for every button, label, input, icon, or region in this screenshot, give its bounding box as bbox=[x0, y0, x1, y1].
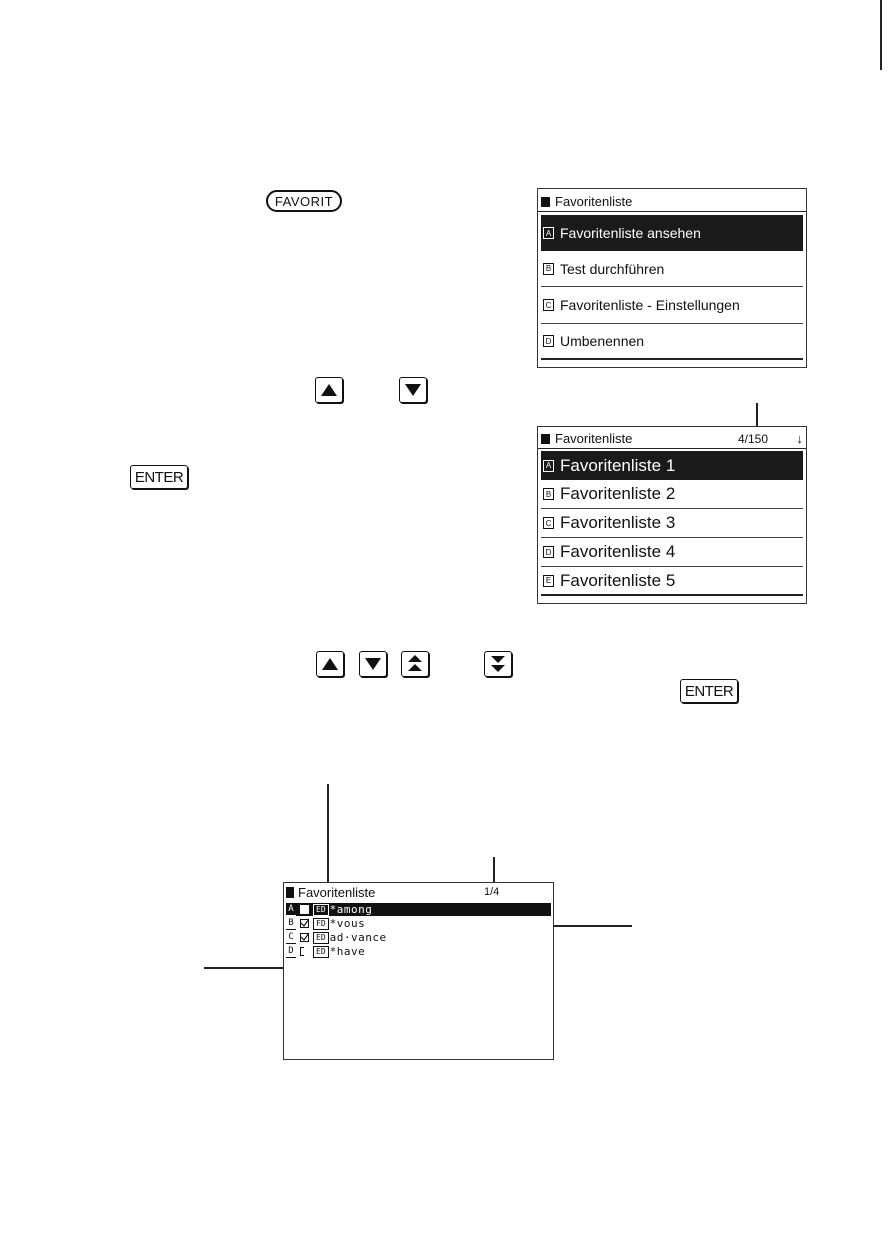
double-up-triangle-icon bbox=[407, 655, 423, 673]
list-item-label: Favoritenliste 2 bbox=[560, 484, 676, 503]
word-row-advance[interactable] bbox=[286, 931, 551, 944]
source-badge: FD bbox=[313, 918, 329, 930]
menu-item-label: Favoritenliste - Einstellungen bbox=[560, 297, 740, 313]
up-triangle-icon bbox=[322, 658, 338, 670]
word-row-among[interactable] bbox=[286, 903, 551, 916]
list-item-label: Favoritenliste 5 bbox=[560, 570, 676, 590]
screen-title-bar bbox=[538, 193, 806, 210]
title-divider bbox=[538, 211, 806, 212]
list-item-4[interactable] bbox=[541, 538, 803, 567]
word-label: *among bbox=[329, 903, 373, 916]
menu-letter-d: D bbox=[543, 335, 554, 347]
source-badge: ED bbox=[313, 946, 329, 958]
word-label: ad·vance bbox=[329, 931, 387, 944]
row-letter: A bbox=[286, 904, 296, 916]
screen-title-bar bbox=[284, 884, 553, 900]
word-label: *vous bbox=[329, 917, 366, 930]
checkmark-icon[interactable] bbox=[300, 933, 309, 942]
checkmark-icon[interactable] bbox=[300, 919, 309, 928]
list-letter-e: E bbox=[543, 575, 554, 587]
menu-letter-b: B bbox=[543, 263, 554, 275]
title-square-icon bbox=[541, 434, 550, 444]
screen-title-bar bbox=[538, 430, 806, 447]
menu-item-test[interactable] bbox=[541, 251, 803, 287]
list-letter-d: D bbox=[543, 546, 554, 558]
source-badge: ED bbox=[313, 904, 329, 916]
row-letter: B bbox=[286, 918, 296, 930]
menu-item-label: Test durchführen bbox=[560, 260, 665, 277]
screen-favoritenliste-words bbox=[283, 882, 554, 1060]
list-letter-c: C bbox=[543, 517, 554, 529]
screen-favoritenliste-lists bbox=[537, 426, 807, 604]
list-item-label: Favoritenliste 4 bbox=[560, 542, 676, 561]
word-label: *have bbox=[329, 945, 366, 958]
page-down-key[interactable] bbox=[484, 651, 512, 677]
up-triangle-icon bbox=[321, 384, 337, 396]
up-arrow-key[interactable] bbox=[316, 651, 344, 677]
callout-line-counter bbox=[493, 857, 495, 885]
list-letter-b: B bbox=[543, 488, 554, 500]
title-square-icon bbox=[286, 887, 294, 898]
screen-favoritenliste-menu bbox=[537, 188, 807, 368]
menu-item-label: Umbenennen bbox=[560, 333, 645, 349]
double-down-triangle-icon bbox=[490, 655, 506, 673]
word-counter: 1/4 bbox=[484, 886, 500, 898]
page-up-key[interactable] bbox=[401, 651, 429, 677]
up-arrow-key[interactable] bbox=[315, 377, 343, 403]
list-item-label: Favoritenliste 1 bbox=[560, 455, 676, 475]
menu-item-settings[interactable] bbox=[541, 287, 803, 324]
screen-title: Favoritenliste bbox=[555, 194, 633, 209]
menu-item-view[interactable] bbox=[541, 215, 803, 251]
empty-checkbox-icon[interactable] bbox=[300, 947, 304, 956]
menu-item-rename[interactable] bbox=[541, 324, 803, 360]
menu-item-label: Favoritenliste ansehen bbox=[560, 225, 701, 241]
page-edge-bar bbox=[880, 0, 882, 70]
enter-key[interactable]: ENTER bbox=[130, 465, 188, 489]
title-divider bbox=[538, 448, 806, 449]
list-item-1[interactable] bbox=[541, 451, 803, 480]
word-row-vous[interactable] bbox=[286, 917, 551, 930]
scroll-down-icon: ↓ bbox=[796, 431, 803, 446]
row-letter: D bbox=[286, 946, 296, 958]
menu-letter-c: C bbox=[543, 299, 554, 311]
checkbox-icon[interactable] bbox=[300, 905, 309, 914]
list-item-label: Favoritenliste 3 bbox=[560, 513, 676, 532]
list-item-5[interactable] bbox=[541, 567, 803, 596]
down-triangle-icon bbox=[405, 384, 421, 396]
list-item-3[interactable] bbox=[541, 509, 803, 538]
screen-title: Favoritenliste bbox=[298, 884, 376, 900]
favorit-key[interactable]: FAVORIT bbox=[266, 190, 342, 212]
down-triangle-icon bbox=[365, 658, 381, 670]
row-letter: C bbox=[286, 932, 296, 944]
list-counter: 4/150 bbox=[738, 431, 769, 446]
down-arrow-key[interactable] bbox=[399, 377, 427, 403]
list-letter-a: A bbox=[543, 460, 554, 472]
enter-key[interactable]: ENTER bbox=[680, 679, 738, 703]
source-badge: ED bbox=[313, 932, 329, 944]
title-square-icon bbox=[541, 197, 550, 207]
down-arrow-key[interactable] bbox=[359, 651, 387, 677]
list-item-2[interactable] bbox=[541, 480, 803, 509]
menu-letter-a: A bbox=[543, 227, 554, 239]
screen-title: Favoritenliste bbox=[555, 431, 633, 446]
word-row-have[interactable] bbox=[286, 945, 551, 958]
